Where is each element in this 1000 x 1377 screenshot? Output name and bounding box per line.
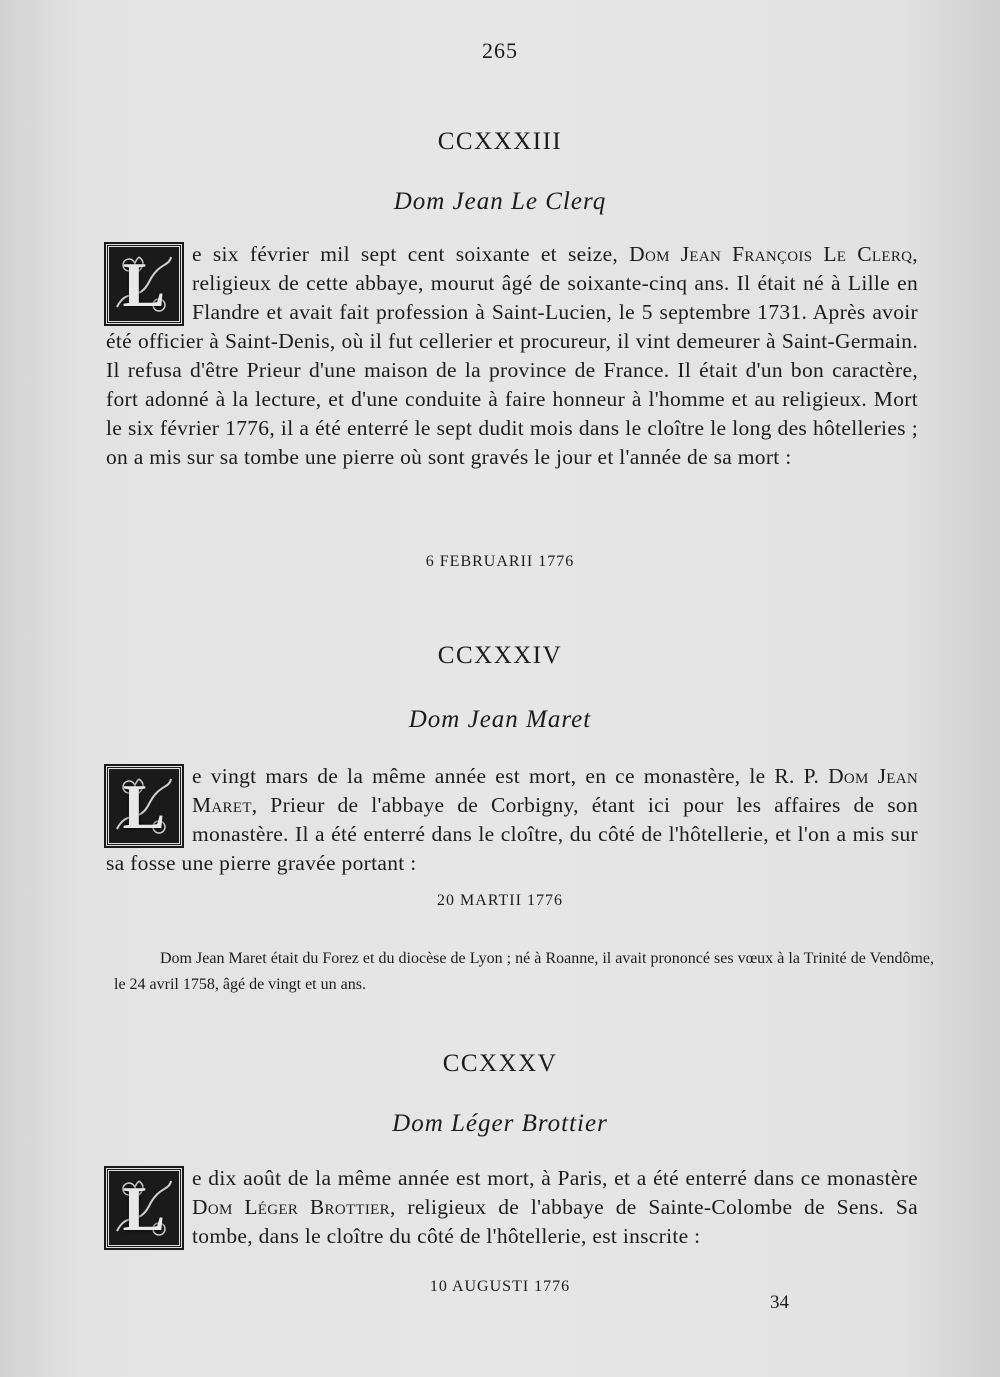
entry-name: Dom Léger Brottier	[392, 1110, 608, 1137]
footnote	[114, 946, 934, 998]
entry-text	[106, 240, 918, 472]
epitaph-inscription: 6 FEBRUARII 1776	[425, 553, 575, 570]
entry-text	[106, 762, 918, 878]
entry-text	[106, 1164, 918, 1251]
entry-person-name: Dom Jean Maret	[192, 764, 918, 817]
entry-lead: e six février mil sept cent soixante et seize,	[192, 242, 630, 266]
entry-body: , Prieur de l'abbaye de Corbigny, étant ici pour les affaires de son monastère. Il a été enterré dans le cloître, du côté de l'hôtellerie, et l'on a mis sur sa fosse une pierre gravée portant :	[106, 793, 918, 875]
ornamental-initial: L	[106, 244, 182, 324]
epitaph-inscription: 10 AUGUSTI 1776	[429, 1278, 571, 1295]
entry-name: Dom Jean Maret	[408, 706, 592, 733]
entry-lead: e vingt mars de la même année est mort, en ce monastère, le R. P.	[192, 764, 829, 788]
epitaph-inscription: 20 MARTII 1776	[437, 892, 563, 909]
page-number: 265	[482, 38, 518, 63]
footnote-text: Dom Jean Maret était du Forez et du diocèse de Lyon ; né à Roanne, il avait prononcé ses vœux à la Trinité de Vendôme, le 24 avril 1758, âgé de vingt et un ans.	[114, 950, 934, 993]
signature-mark: 34	[770, 1292, 789, 1313]
entry-heading: CCXXXV	[442, 1050, 558, 1077]
ornamental-initial: L	[106, 1168, 182, 1248]
entry-heading: CCXXXIII	[437, 128, 563, 155]
ornamental-initial: L	[106, 766, 182, 846]
entry-lead: e dix août de la même année est mort, à Paris, et a été enterré dans ce monastère	[192, 1166, 918, 1190]
entry-body: , religieux de l'abbaye de Sainte-Colombe de Sens. Sa tombe, dans le cloître du côté de l'hôtellerie, est inscrite :	[192, 1195, 919, 1248]
entry-name: Dom Jean Le Clerq	[393, 188, 607, 215]
entry-heading: CCXXXIV	[437, 642, 563, 669]
entry-person-name: Dom Jean François Le Clerq	[629, 242, 913, 266]
entry-body: , religieux de cette abbaye, mourut âgé de soixante-cinq ans. Il était né à Lille en Flandre et avait fait profession à Saint-Lucien, le 5 septembre 1731. Après avoir été officier à Saint-Denis, où il fut cellerier et procureur, il vint demeurer à Saint-Germain. Il refusa d'être Prieur d'une maison de la province de France. Il était d'un bon caractère, fort adonné à la lecture, et d'une conduite à faire honneur à l'homme et au religieux. Mort le six février 1776, il a été enterré le sept dudit mois dans le cloître le long des hôtelleries ; on a mis sur sa tombe une pierre où sont gravés le jour et l'année de sa mort :	[106, 242, 918, 469]
entry-person-name: Dom Léger Brottier	[192, 1195, 390, 1219]
